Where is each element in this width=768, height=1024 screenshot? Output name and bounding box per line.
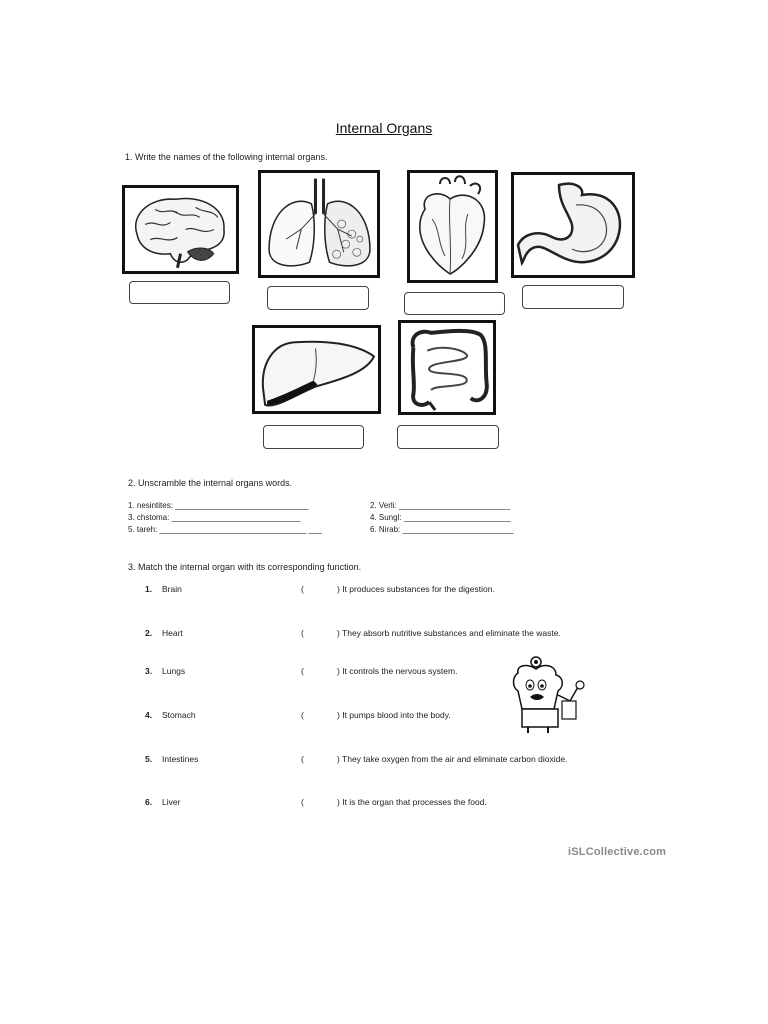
heart-image [407,170,498,283]
unscramble-item-1: 1. nesintites: ______________________________ [128,501,309,510]
match-answer-slot[interactable]: ( [301,797,304,807]
liver-image [252,325,381,414]
stomach-icon [514,175,632,275]
answer-line[interactable]: ______________________________ [175,501,309,510]
stomach-image [511,172,635,278]
unscramble-item-2: 2. Verli: _________________________ [370,501,511,510]
match-row-4: 4. Stomach ( ) It pumps blood into the body. [145,710,451,720]
brain-image [122,185,239,274]
intestines-icon [401,323,493,412]
match-row-2: 2. Heart ( ) They absorb nutritive substances and eliminate the waste. [145,628,561,638]
lungs-image [258,170,380,278]
answer-box-1[interactable] [129,281,230,304]
intestines-image [398,320,496,415]
answer-line[interactable]: _____________________________ [171,513,301,522]
match-row-1: 1. Brain ( ) It produces substances for the digestion. [145,584,495,594]
unscramble-item-5: 5. tareh: _________________________________ ___ [128,525,322,534]
answer-box-3[interactable] [404,292,505,315]
unscramble-item-3: 3. chstoma: _____________________________ [128,513,301,522]
match-row-5: 5. Intestines ( ) They take oxygen from the air and eliminate carbon dioxide. [145,754,568,764]
answer-line[interactable]: _________________________ [398,501,511,510]
doctor-icon [508,655,588,733]
match-answer-slot[interactable]: ( [301,754,304,764]
answer-box-5[interactable] [263,425,364,449]
unscramble-item-6: 6. Nirab: _________________________ [370,525,514,534]
footer-watermark: iSLCollective.com [568,846,667,858]
section3-heading: 3. Match the internal organ with its corresponding function. [128,562,362,572]
match-answer-slot[interactable]: ( [301,666,304,676]
answer-box-2[interactable] [267,286,369,310]
heart-icon [410,173,495,280]
brain-icon [125,188,236,271]
answer-line[interactable]: _________________________ [402,525,514,534]
match-row-6: 6. Liver ( ) It is the organ that processes the food. [145,797,487,807]
answer-box-4[interactable] [522,285,624,309]
section2-heading: 2. Unscramble the internal organs words. [128,478,293,488]
match-answer-slot[interactable]: ( [301,628,304,638]
answer-line[interactable]: ________________________ [403,513,511,522]
section1-heading: 1. Write the names of the following internal organs. [125,152,328,162]
match-answer-slot[interactable]: ( [301,710,304,720]
page-title: Internal Organs [335,120,433,136]
liver-icon [255,328,378,411]
doctor-clipart [508,655,588,733]
unscramble-item-4: 4. Sungl: ________________________ [370,513,511,522]
match-row-3: 3. Lungs ( ) It controls the nervous system. [145,666,458,676]
answer-line[interactable]: _________________________________ ___ [159,525,322,534]
answer-box-6[interactable] [397,425,499,449]
lungs-icon [261,173,377,275]
match-answer-slot[interactable]: ( [301,584,304,594]
